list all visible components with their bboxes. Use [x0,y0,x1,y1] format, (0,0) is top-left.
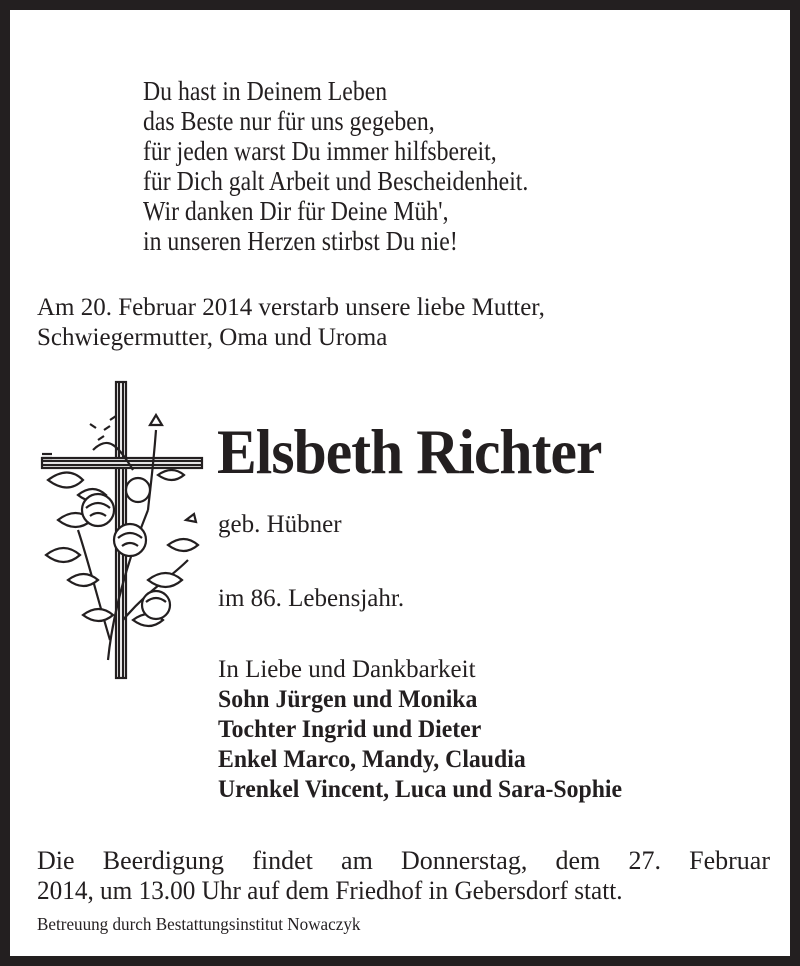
mourner-family: Urenkel Vincent, Luca und Sara-Sophie [218,776,623,803]
deceased-name: Elsbeth Richter [217,416,602,487]
undertaker-credit: Betreuung durch Bestattungsinstitut Nowaczyk [37,914,361,934]
poem-line: für Dich galt Arbeit und Bescheidenheit. [143,166,529,196]
poem-line: für jeden warst Du immer hilfsbereit, [143,136,497,166]
poem-line: in unseren Herzen stirbst Du nie! [143,226,458,256]
mourner-family: Sohn Jürgen und Monika [218,686,478,713]
cross-with-roses-icon [38,380,208,680]
funeral-line: 2014, um 13.00 Uhr auf dem Friedhof in Gebersdorf statt. [37,876,623,905]
intro-line: Schwiegermutter, Oma und Uroma [37,324,388,351]
funeral-line: Die Beerdigung findet am Donnerstag, dem 27. Februar [37,846,770,875]
intro-line: Am 20. Februar 2014 verstarb unsere liebe Mutter, [37,294,545,321]
age-line: im 86. Lebensjahr. [218,585,405,612]
poem-line: Du hast in Deinem Leben [143,76,388,106]
poem-line: das Beste nur für uns gegeben, [143,106,435,136]
funeral-details [37,846,770,906]
mourner-family: Enkel Marco, Mandy, Claudia [218,746,526,773]
maiden-name: geb. Hübner [218,511,342,538]
memorial-poem [143,76,528,256]
death-announcement [37,293,545,353]
obituary-notice [10,10,790,956]
mourners-list [218,655,643,805]
mourner-family: Tochter Ingrid und Dieter [218,716,482,743]
poem-line: Wir danken Dir für Deine Müh', [143,196,449,226]
mourners-lead: In Liebe und Dankbarkeit [218,656,476,683]
